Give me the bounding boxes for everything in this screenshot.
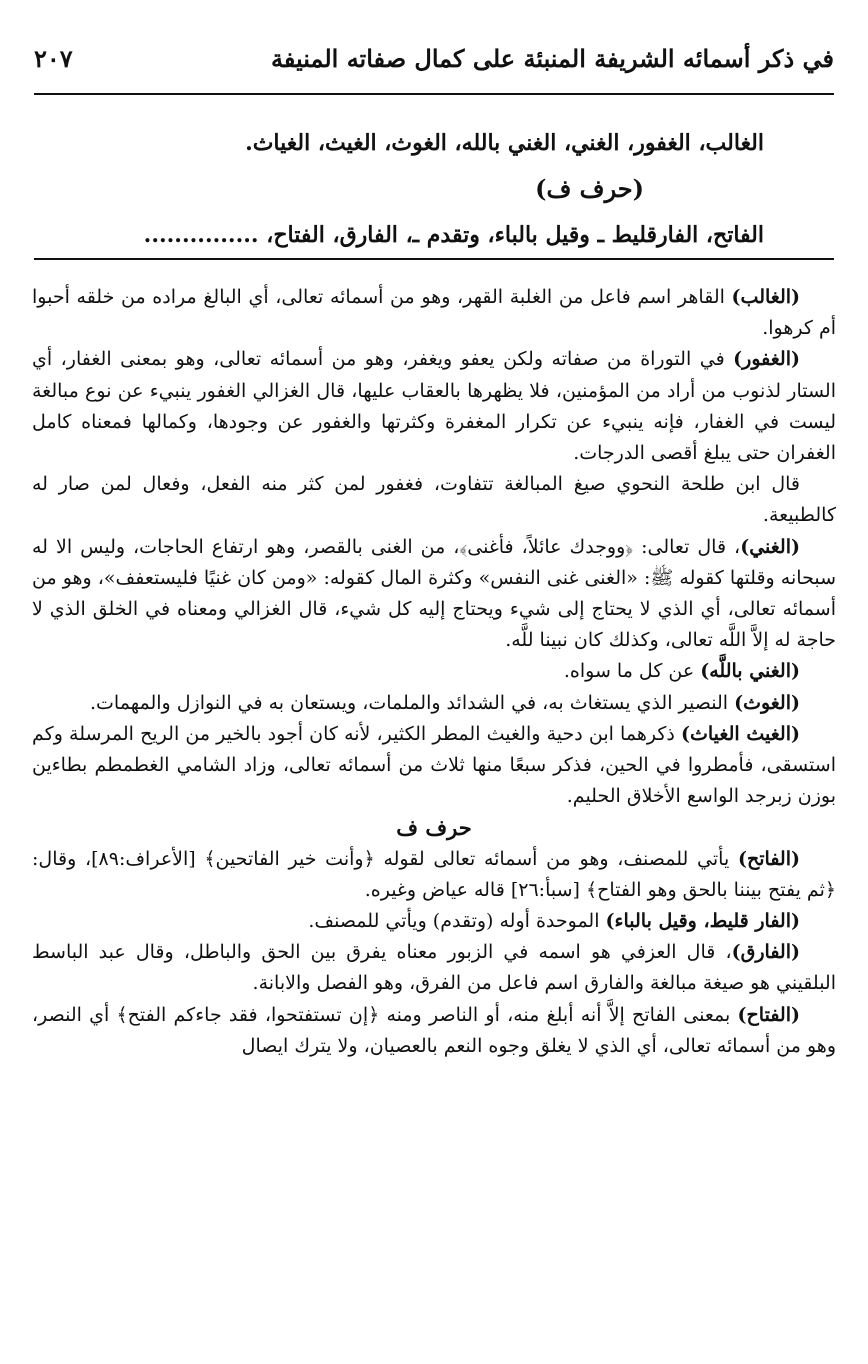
- entry-text: في التوراة من صفاته ولكن يعفو ويغفر، وهو من أسمائه تعالى، وهو بمعنى الغفار، أي الستار لذنوب من أراد من المؤمنين، فلا يظهرها بالعقاب عليها، قال الغزالي الغفور ينبيء عن نوع مبالغة ليست في الغفار، فإنه ينبيء عن تكرار المغفرة وكثرتها والغفور عن وجودها، وكمالها فمعناه كامل الغفران حتى يبلغ أقصى الدرجات.: [32, 348, 836, 465]
- commentary-paragraph: [32, 937, 836, 999]
- entry-term: (الغني باللَّه): [700, 660, 800, 683]
- matn-rule: [34, 258, 834, 260]
- matn-dots: ...............: [143, 222, 259, 248]
- commentary-paragraph: [32, 532, 836, 657]
- entry-term: (الفاتح): [737, 847, 800, 870]
- page-number: ٢٠٧: [34, 43, 73, 73]
- running-header: [34, 38, 834, 78]
- entry-term: (الفار قليط، وقيل بالباء): [605, 910, 800, 933]
- entry-text: بمعنى الفاتح إلاَّ أنه أبلغ منه، أو الناصر ومنه ﴿إن تستفتحوا، فقد جاءكم الفتح﴾ أي النصر، وهو من أسمائه تعالى، أي الذي لا يغلق وجوه النعم بالعصيان، ولا يترك ايصال: [32, 1003, 836, 1057]
- entry-text: عن كل ما سواه.: [563, 660, 701, 683]
- entry-text: الموحدة أوله (وتقدم) ويأتي للمصنف.: [308, 910, 606, 933]
- entry-term: (الغيث الغياث): [681, 722, 800, 745]
- commentary-paragraph: [32, 688, 836, 719]
- entry-term: (الغوث): [734, 691, 800, 714]
- commentary-paragraph: [32, 656, 836, 687]
- entry-text: القاهر اسم فاعل من الغلبة القهر، وهو من أسمائه تعالى، أي البالغ مراده من خلقه أحبوا أم كرهوا.: [32, 286, 836, 340]
- entry-text: قال ابن طلحة النحوي صيغ المبالغة تتفاوت، فغفور لمن كثر منه الفعل، وفعال لمن صار له كالطبيعة.: [32, 473, 836, 527]
- matn-line-text: الفاتح، الفارقليط ـ وقيل بالباء، وتقدم ـ، الفارق، الفتاح،: [266, 222, 764, 248]
- commentary-paragraph: [32, 282, 836, 344]
- commentary-body: [32, 282, 836, 1062]
- matn-line: الغالب، الغفور، الغني، الغني بالله، الغوث، الغيث، الغياث.: [245, 130, 764, 156]
- entry-text: ، قال العزفي هو اسمه في الزبور معناه يفرق بين الحق والباطل، وقال عبد الباسط البلقيني هو صيغة مبالغة والفارق اسم فاعل من الفرق، وهو الفصل والابانة.: [32, 941, 836, 995]
- running-title: في ذكر أسمائه الشريفة المنبئة على كمال صفاته المنيفة: [270, 43, 834, 73]
- entry-text: ذكرهما ابن دحية والغيث المطر الكثير، لأنه كان أجود بالخير من الريح المرسلة وكم استسقى، فأمطروا في الحين، فذكر سبعًا منها ثلاث من أسمائه تعالى، وزاد الشامي الغطمطم بطاءين بوزن زبرجد الواسع الأخلاق الحليم.: [32, 722, 836, 808]
- header-rule: [34, 93, 834, 95]
- matn-section-heading: (حرف ف): [535, 174, 644, 203]
- commentary-paragraph: [32, 906, 836, 937]
- entry-term: (الغالب): [731, 286, 800, 308]
- entry-term: (الفارق): [731, 941, 800, 964]
- commentary-paragraph: [32, 1000, 836, 1062]
- commentary-paragraph: [32, 719, 836, 813]
- entry-text: ، قال تعالى: ﴿ووجدك عائلاً، فأغنى﴾، من الغنى بالقصر، وهو ارتفاع الحاجات، وليس الا له سبحانه وقلتها كقوله ﷺ: «الغنى غنى النفس» وكثرة المال كقوله: «ومن كان غنيًا فليستعفف»، وهو من أسمائه تعالى، أي الذي لا يحتاج إلى شيء ويحتاج إليه كل شيء، قال الغزالي ومعناه في الخلق الذي لا حاجة له إلاَّ اللَّه تعالى، وكذلك كان نبينا للَّه.: [32, 535, 836, 652]
- matn-block: [34, 120, 764, 258]
- commentary-paragraph: [32, 344, 836, 469]
- commentary-paragraph: [32, 469, 836, 531]
- entry-term: (الفتاح): [737, 1003, 800, 1026]
- entry-text: يأتي للمصنف، وهو من أسمائه تعالى لقوله ﴿وأنت خير الفاتحين﴾ [الأعراف:٨٩]، وقال: ﴿ثم يفتح بيننا بالحق وهو الفتاح﴾ [سبأ:٢٦] قاله عياض وغيره.: [32, 847, 836, 901]
- entry-term: (الغني): [740, 535, 800, 558]
- section-heading: حرف ف: [396, 815, 472, 841]
- entry-term: (الغفور): [733, 348, 800, 371]
- entry-text: النصير الذي يستغاث به، في الشدائد والملمات، ويستعان به في النوازل والمهمات.: [90, 691, 735, 714]
- matn-line: [34, 212, 764, 258]
- commentary-paragraph: [32, 844, 836, 906]
